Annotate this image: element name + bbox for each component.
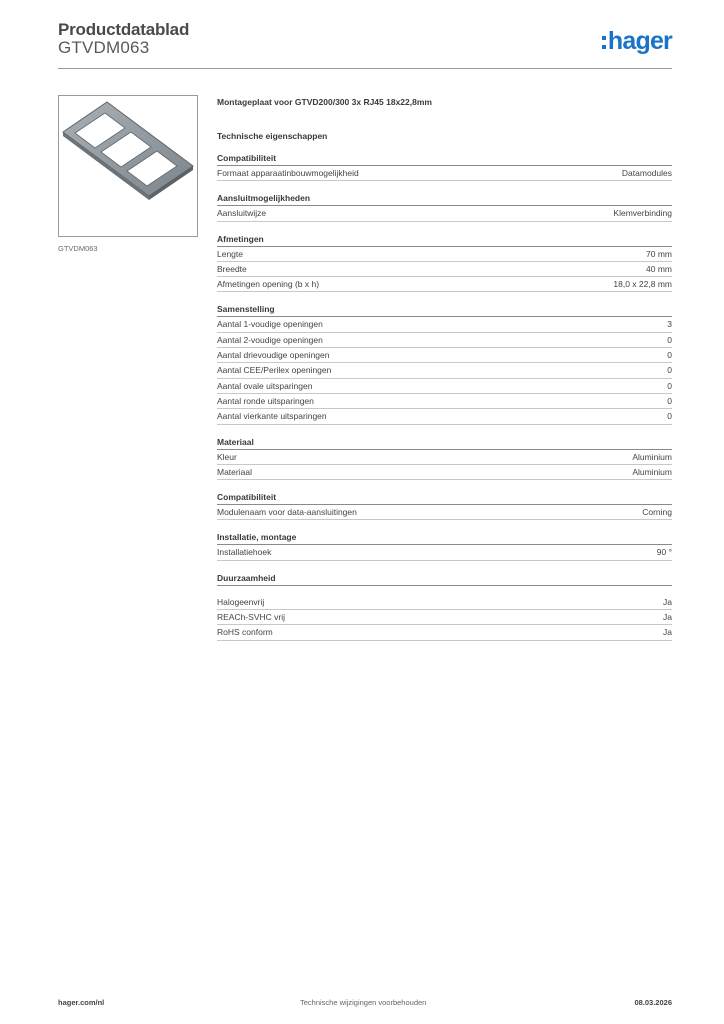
spec-row	[217, 363, 672, 378]
spec-label: Aantal 2-voudige openingen	[217, 334, 323, 345]
mounting-plate-image	[59, 96, 197, 236]
spec-row	[217, 277, 672, 292]
spec-label: Aansluitwijze	[217, 208, 267, 219]
spec-value: 90 °	[656, 547, 672, 558]
section-title: Afmetingen	[217, 233, 672, 247]
spec-row	[217, 247, 672, 262]
footer-website[interactable]: hager.com/nl	[58, 998, 105, 1007]
spec-section	[217, 152, 672, 181]
spec-row	[217, 262, 672, 277]
spec-value: Klemverbinding	[613, 208, 672, 219]
spec-label: Aantal vierkante uitsparingen	[217, 411, 327, 422]
spec-section	[217, 436, 672, 481]
spec-value: 0	[667, 334, 672, 345]
spec-row	[217, 333, 672, 348]
logo-text: hager	[607, 26, 672, 55]
page-footer	[58, 998, 672, 1010]
spec-label: Aantal CEE/Perilex openingen	[217, 365, 332, 376]
spec-value: 70 mm	[646, 248, 672, 259]
spec-label: Installatiehoek	[217, 547, 272, 558]
spec-row	[217, 465, 672, 480]
spec-row	[217, 166, 672, 181]
spec-label: Aantal ovale uitsparingen	[217, 380, 313, 391]
spec-label: Lengte	[217, 248, 243, 259]
tech-properties-heading: Technische eigenschappen	[217, 131, 328, 141]
spec-label: Modulenaam voor data-aansluitingen	[217, 507, 357, 518]
spec-row	[217, 348, 672, 363]
spec-value: 0	[667, 380, 672, 391]
spec-label: Kleur	[217, 451, 237, 462]
spec-row	[217, 545, 672, 560]
header-divider	[58, 68, 672, 69]
hager-logo	[602, 27, 672, 55]
spec-label: Aantal ronde uitsparingen	[217, 395, 314, 406]
spec-value: 18,0 x 22,8 mm	[613, 279, 672, 290]
spec-row	[217, 206, 672, 221]
document-title: Productdatablad	[58, 20, 190, 39]
section-title: Duurzaamheid	[217, 572, 672, 586]
spec-row	[217, 625, 672, 640]
spec-label: Aantal 1-voudige openingen	[217, 319, 323, 330]
spec-value: Ja	[663, 627, 672, 638]
spec-section	[217, 491, 672, 520]
spec-value: 0	[667, 365, 672, 376]
spec-label: Formaat apparaatinbouwmogelijkheid	[217, 168, 359, 178]
section-title: Compatibiliteit	[217, 152, 672, 166]
spec-section	[217, 531, 672, 560]
spec-value: Aluminium	[632, 451, 672, 462]
spec-row	[217, 450, 672, 465]
spec-value: 0	[667, 411, 672, 422]
spec-section	[217, 572, 672, 641]
logo-dots-icon	[602, 36, 606, 49]
spec-section	[217, 303, 672, 424]
spec-row	[217, 379, 672, 394]
spec-label: Breedte	[217, 263, 247, 274]
spec-section	[217, 192, 672, 221]
footer-disclaimer: Technische wijzigingen voorbehouden	[300, 998, 427, 1007]
spec-value: Ja	[663, 596, 672, 607]
spec-sections	[217, 152, 672, 641]
product-image-frame	[58, 95, 198, 237]
spec-value: Aluminium	[632, 466, 672, 477]
spec-value: Corning	[642, 507, 672, 518]
section-title: Materiaal	[217, 436, 672, 450]
spec-row	[217, 317, 672, 332]
product-code: GTVDM063	[58, 38, 150, 57]
spec-row	[217, 505, 672, 520]
footer-date: 08.03.2026	[634, 998, 672, 1007]
page-header	[58, 20, 672, 70]
spec-value: 0	[667, 395, 672, 406]
section-title: Installatie, montage	[217, 531, 672, 545]
spec-label: RoHS conform	[217, 627, 273, 638]
section-title: Compatibiliteit	[217, 491, 672, 505]
section-title: Samenstelling	[217, 303, 672, 317]
spec-row	[217, 409, 672, 424]
spec-label: Afmetingen opening (b x h)	[217, 279, 320, 290]
spec-row	[217, 610, 672, 625]
spec-row	[217, 595, 672, 610]
image-caption: GTVDM063	[58, 244, 98, 253]
spec-value: Datamodules	[621, 168, 672, 178]
section-title: Aansluitmogelijkheden	[217, 192, 672, 206]
spec-section	[217, 233, 672, 293]
product-description: Montageplaat voor GTVD200/300 3x RJ45 18x22,8mm	[217, 97, 432, 107]
spec-value: 40 mm	[646, 263, 672, 274]
spec-label: Halogeenvrij	[217, 596, 265, 607]
spec-row	[217, 394, 672, 409]
spec-label: REACh-SVHC vrij	[217, 612, 286, 623]
spec-value: 3	[667, 319, 672, 330]
spec-value: 0	[667, 350, 672, 361]
spec-label: Aantal drievoudige openingen	[217, 350, 330, 361]
spec-label: Materiaal	[217, 466, 252, 477]
spec-value: Ja	[663, 612, 672, 623]
product-specs	[217, 96, 672, 652]
